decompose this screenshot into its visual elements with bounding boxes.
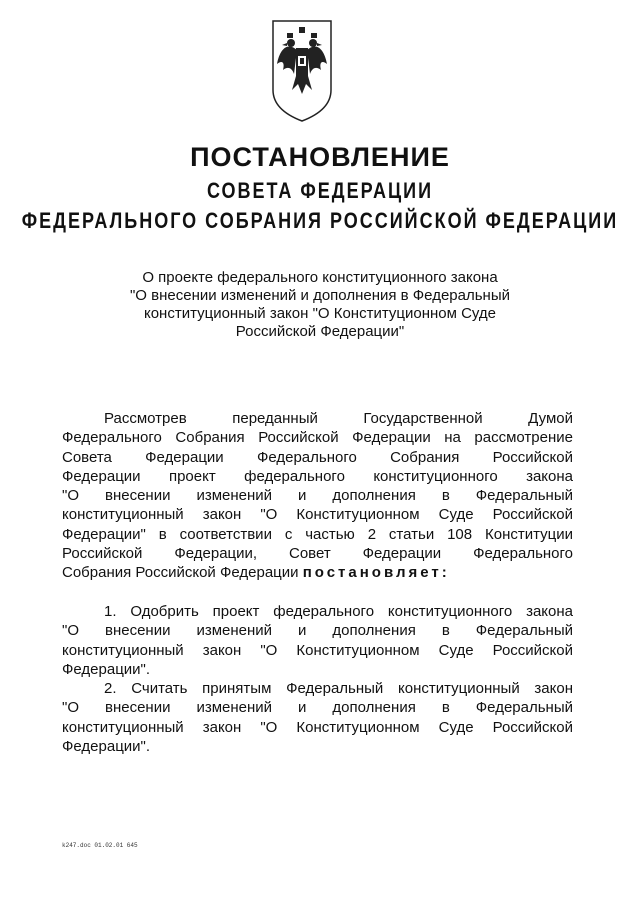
body-line-text: Собрания Российской Федерации bbox=[62, 564, 299, 581]
body-line: Федерации" в соответствии с частью 2 статьи 108 Конституции bbox=[62, 525, 573, 543]
subject-line: О проекте федерального конституционного закона bbox=[142, 269, 498, 286]
body-line: Федерального Собрания Российской Федерации на рассмотрение bbox=[62, 429, 573, 447]
body-line: "О внесении изменений и дополнения в Федеральный bbox=[62, 487, 573, 504]
body-line: Рассмотрев переданный Государственной Думой bbox=[104, 410, 573, 427]
body-line: Федерации проект федерального конституционного закона bbox=[62, 467, 573, 485]
issuer-line-1: СОВЕТА ФЕДЕРАЦИИ bbox=[206, 178, 434, 203]
body-line: "О внесении изменений и дополнения в Федеральный bbox=[62, 622, 573, 640]
body-line: Федерации". bbox=[62, 737, 151, 755]
body-line bbox=[62, 563, 573, 582]
body-line: 2. Считать принятым Федеральный конституционный закон bbox=[104, 680, 573, 697]
subject-line: конституционный закон "О Конституционном Суде bbox=[143, 305, 497, 322]
body-line: "О внесении изменений и дополнения в Федеральный bbox=[62, 699, 573, 717]
resolution-item-1 bbox=[62, 602, 573, 679]
body-line: конституционный закон "О Конституционном Суде Российской bbox=[62, 641, 573, 659]
body-line: Российской Федерации, Совет Федерации Федерального bbox=[62, 544, 573, 562]
body-line: Совета Федерации Федерального Собрания Российской bbox=[62, 448, 573, 466]
document-title: ПОСТАНОВЛЕНИЕ bbox=[190, 142, 450, 172]
document-code: k247.doc 01.02.01 645 bbox=[62, 842, 138, 849]
document-subject bbox=[0, 269, 640, 341]
body-line: конституционный закон "О Конституционном Суде Российской bbox=[62, 718, 573, 736]
emblem-icon bbox=[270, 18, 334, 124]
subject-line: "О внесении изменений и дополнения в Федеральный bbox=[129, 287, 510, 304]
subject-line: Российской Федерации" bbox=[235, 323, 405, 340]
issuer-line-2: ФЕДЕРАЛЬНОГО СОБРАНИЯ РОССИЙСКОЙ ФЕДЕРАЦИИ bbox=[21, 208, 619, 233]
body-line: 1. Одобрить проект федерального конституционного закона bbox=[104, 603, 573, 620]
preamble-paragraph bbox=[62, 409, 573, 582]
body-line: Федерации". bbox=[62, 660, 151, 678]
body-line: конституционный закон "О Конституционном Суде Российской bbox=[62, 506, 573, 524]
resolves-word: постановляет: bbox=[302, 564, 450, 581]
resolution-item-2 bbox=[62, 679, 573, 756]
